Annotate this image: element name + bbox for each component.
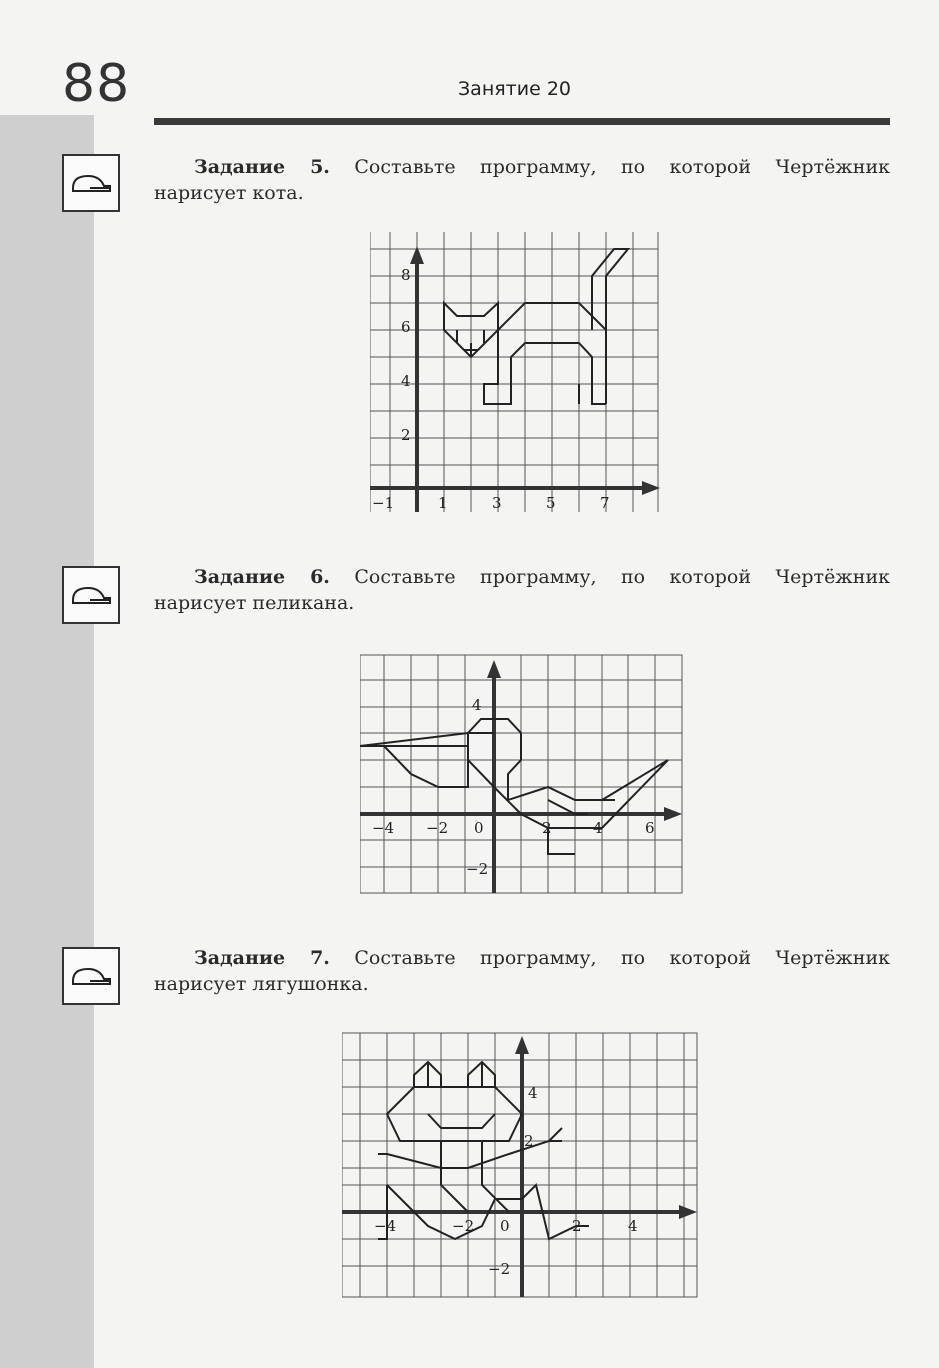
task-5-text: Задание 5. Составьте программу, по которой Чертёжник нарисует кота.	[154, 156, 890, 204]
task-6-text: Задание 6. Составьте программу, по которой Чертёжник нарисует пеликана.	[154, 566, 890, 614]
tick-x-5: 5	[546, 494, 556, 512]
task-5-label: Задание 5.	[194, 156, 330, 178]
header-rule	[154, 118, 890, 125]
page-number: 88	[62, 54, 131, 114]
x-axis-arrow	[642, 481, 660, 495]
task-6-label: Задание 6.	[194, 566, 330, 588]
grid	[342, 1033, 697, 1297]
task-7-text: Задание 7. Составьте программу, по которой Чертёжник нарисует лягушонка.	[154, 947, 890, 995]
x-axis-arrow	[664, 807, 682, 821]
x-axis-arrow	[679, 1205, 697, 1219]
tick-x--1: −1	[372, 494, 395, 512]
grid	[360, 655, 682, 893]
tick-y--2: −2	[466, 860, 489, 878]
mouse-icon	[62, 154, 120, 212]
tick-x-6: 6	[645, 819, 655, 837]
tick-x--2: −2	[426, 819, 449, 837]
tick-y-2: 2	[524, 1132, 534, 1150]
tick-y--2: −2	[488, 1260, 511, 1278]
tick-x--4: −4	[372, 819, 395, 837]
tick-x-7: 7	[600, 494, 610, 512]
tick-x-0: 0	[500, 1217, 510, 1235]
page-margin-band	[0, 115, 94, 1368]
y-axis-arrow	[487, 660, 501, 678]
pelican-figure	[360, 652, 685, 901]
tick-x-4: 4	[628, 1217, 638, 1235]
tick-x--2: −2	[452, 1217, 475, 1235]
task-7-label: Задание 7.	[194, 947, 330, 969]
tick-x-2: 2	[542, 819, 552, 837]
tick-y-4: 4	[472, 696, 482, 714]
tick-x-2: 2	[572, 1217, 582, 1235]
tick-y-8: 8	[401, 266, 411, 284]
tick-x-0: 0	[474, 819, 484, 837]
tick-y-6: 6	[401, 318, 411, 336]
y-axis-arrow	[515, 1036, 529, 1054]
mouse-icon	[62, 566, 120, 624]
tick-y-4: 4	[528, 1084, 538, 1102]
tick-y-4: 4	[401, 372, 411, 390]
tick-x--4: −4	[374, 1217, 397, 1235]
tick-y-2: 2	[401, 426, 411, 444]
grid	[370, 232, 658, 512]
tick-x-4: 4	[593, 819, 603, 837]
tick-x-3: 3	[492, 494, 502, 512]
frog-figure	[342, 1030, 702, 1304]
cat-drawing	[444, 249, 628, 404]
lesson-title: Занятие 20	[458, 78, 571, 100]
tick-x-1: 1	[438, 494, 448, 512]
cat-figure	[370, 232, 670, 526]
mouse-icon	[62, 947, 120, 1005]
